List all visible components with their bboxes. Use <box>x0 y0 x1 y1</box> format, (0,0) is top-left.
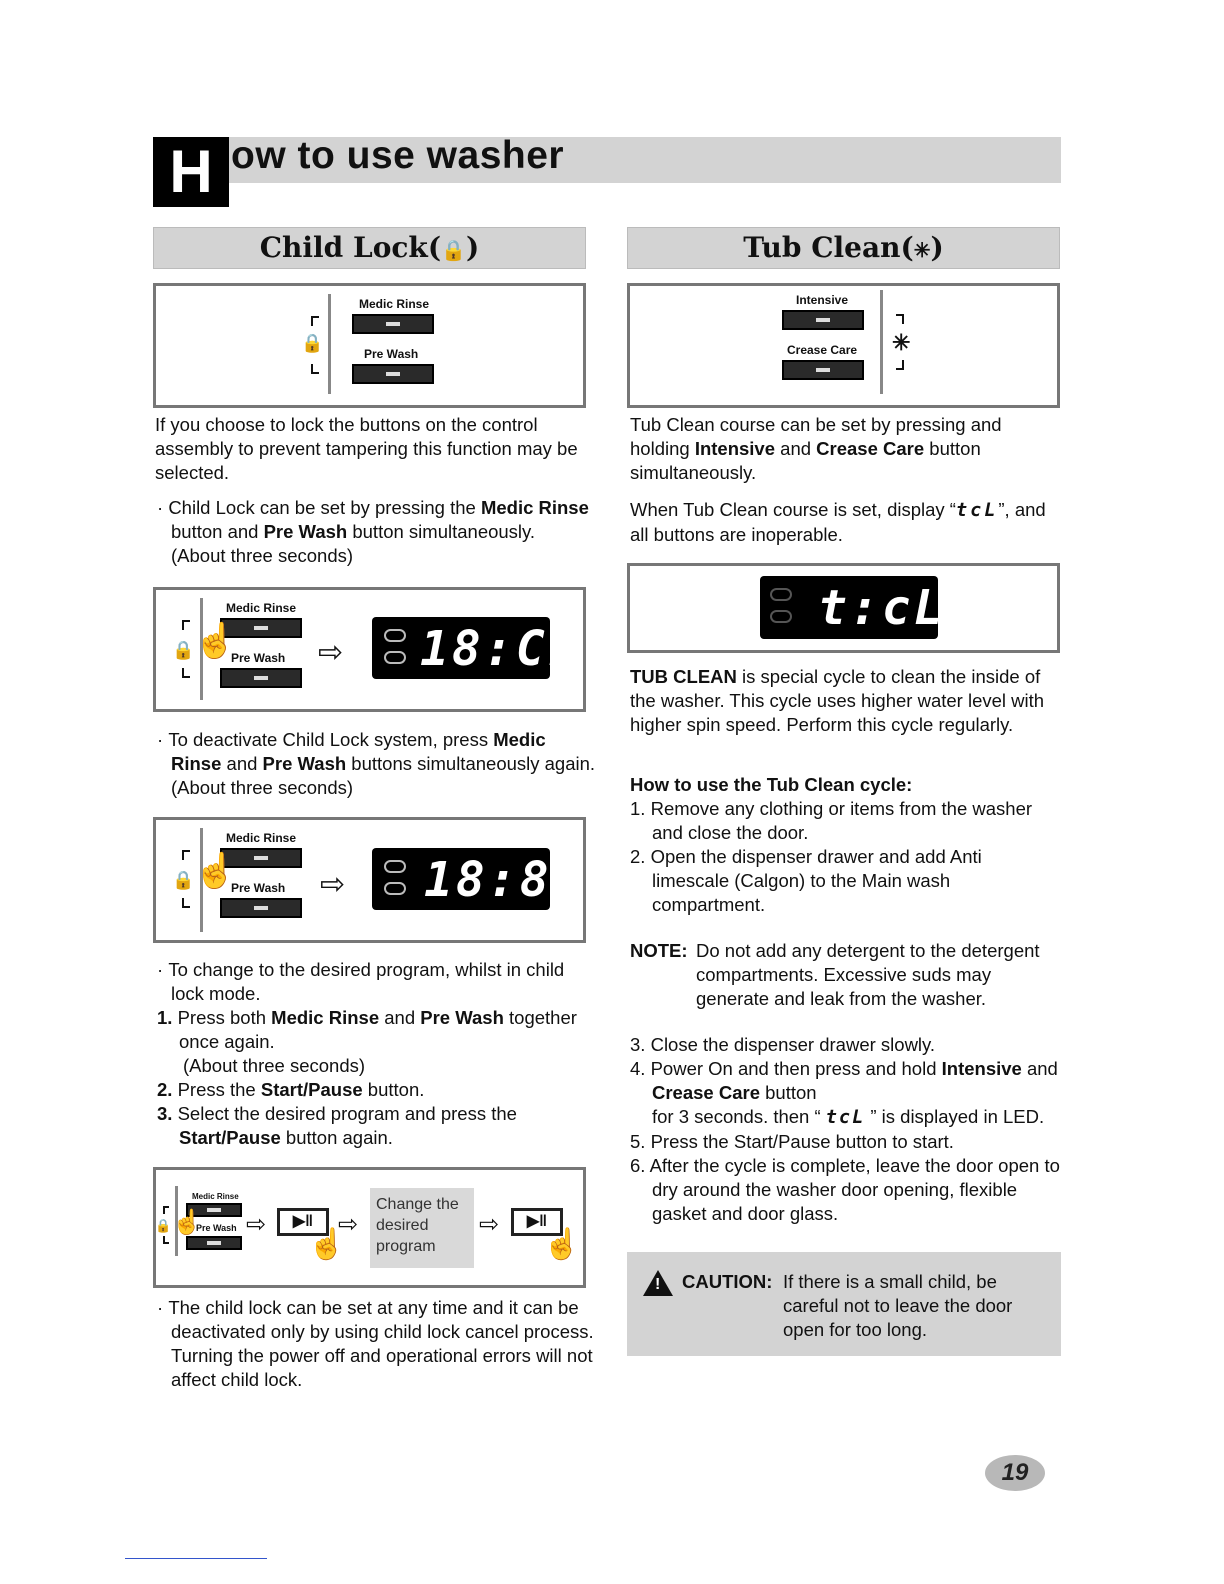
pointing-hand-icon: ☝ <box>194 622 237 660</box>
intro-intensive: Intensive <box>694 438 776 459</box>
step-number: 3. <box>157 1103 173 1124</box>
pre-wash-button[interactable] <box>220 898 302 918</box>
bracket-top <box>182 620 190 630</box>
play-pause-indicator-icon <box>384 651 406 664</box>
note-text: Do not add any detergent to the detergent compartments. Excessive suds may generate and leak from the washer. <box>696 940 1040 1009</box>
howto-step-2 <box>630 845 1060 917</box>
tub-clean-button-panel <box>627 283 1060 408</box>
pre-wash-button[interactable] <box>352 364 434 384</box>
change-program-instructions <box>157 958 577 1150</box>
tub-clean-heading-close: ) <box>930 231 944 264</box>
right-arrow-icon: ⇨ <box>246 1211 267 1238</box>
change-program-box: Change the desired program <box>370 1188 474 1268</box>
led-display <box>760 576 946 639</box>
caution-text: If there is a small child, be careful not to leave the door open for too long. <box>783 1271 1013 1340</box>
crease-care-button[interactable] <box>782 360 864 380</box>
bracket-bottom <box>311 364 319 374</box>
right-arrow-icon: ⇨ <box>479 1211 500 1238</box>
tub-clean-heading <box>627 227 1060 269</box>
deactivate-text: To deactivate Child Lock system, press <box>168 729 494 750</box>
tub-clean-heading-text: Tub Clean( <box>743 231 914 264</box>
step-text-post: button <box>760 1082 817 1103</box>
step-medic-rinse: Medic Rinse <box>271 1007 380 1028</box>
tub-clean-label: TUB CLEAN <box>630 666 737 687</box>
intro-text: Tub Clean course can be set by pressing and holding <box>630 414 1002 459</box>
howto-step-4 <box>630 1057 1064 1105</box>
bracket-bottom <box>182 668 190 678</box>
bracket-top <box>182 850 190 860</box>
step-number: 2. <box>630 846 646 867</box>
medic-rinse-label: Medic Rinse <box>226 831 297 845</box>
step-number: 3. <box>630 1034 646 1055</box>
child-lock-set-instruction: · Child Lock can be set by pressing the Medic Rinse button and Pre Wash button simultaneously. (About three seconds) <box>157 497 589 566</box>
crease-care-label: Crease Care <box>787 343 858 357</box>
play-pause-indicator-icon <box>384 882 406 895</box>
panel-divider <box>328 294 331 394</box>
pre-wash-label: Pre Wash <box>231 651 286 665</box>
howto-step-1 <box>630 797 1060 845</box>
tcl-code: tcL <box>955 500 999 521</box>
deactivate-pre-wash: Pre Wash <box>262 753 347 774</box>
tub-clean-steps-continued <box>630 1033 1064 1226</box>
tub-clean-when-set <box>630 498 1050 547</box>
step-crease-care: Crease Care <box>652 1082 760 1103</box>
panel-divider <box>880 290 883 394</box>
pre-wash-label: Pre Wash <box>364 347 419 361</box>
set-medic-rinse: Medic Rinse <box>480 497 589 518</box>
step-text-post: ” is displayed in LED. <box>865 1106 1045 1127</box>
when-text-post: ”, and all buttons are inoperable. <box>630 499 1046 545</box>
change-step-2 <box>157 1078 577 1102</box>
caution-box <box>627 1252 1061 1356</box>
step-number: 5. <box>630 1131 646 1152</box>
medic-rinse-button[interactable] <box>352 314 434 334</box>
set-pre-wash: Pre Wash <box>263 521 348 542</box>
step-number: 6. <box>630 1155 646 1176</box>
asterisk-icon: ✳ <box>913 238 931 262</box>
tub-clean-description <box>630 665 1055 737</box>
howto-title: How to use the Tub Clean cycle: <box>630 774 913 795</box>
step-text-mid: and <box>1021 1058 1058 1079</box>
lock-icon: 🔒 <box>301 333 324 353</box>
pointing-hand-icon: ☝ <box>543 1228 581 1261</box>
pre-wash-label: Pre Wash <box>231 881 286 895</box>
tub-clean-note <box>630 939 1064 1011</box>
step-text-post: button. <box>362 1079 425 1100</box>
caution-label: CAUTION: <box>682 1271 773 1292</box>
pre-wash-button[interactable] <box>220 668 302 688</box>
step-number: 4. <box>630 1058 646 1079</box>
intro-text-post: button simultaneously. <box>630 438 981 483</box>
right-arrow-icon: ⇨ <box>320 868 346 901</box>
howto-step-3 <box>630 1033 1064 1057</box>
set-text: Child Lock can be set by pressing the <box>168 497 481 518</box>
child-lock-indicator-icon <box>384 629 406 642</box>
child-lock-heading-close: ) <box>465 231 480 264</box>
step-text: Open the dispenser drawer and add Anti limescale (Calgon) to the Main wash compartment. <box>650 846 982 915</box>
lock-icon: 🔒 <box>441 238 466 262</box>
change-intro-text: To change to the desired program, whilst in child lock mode. <box>168 959 565 1004</box>
child-lock-intro <box>155 413 585 485</box>
bracket-top <box>163 1206 169 1214</box>
change-step-1-note: (About three seconds) <box>183 1055 366 1076</box>
step-text: Remove any clothing or items from the washer and close the door. <box>650 798 1033 843</box>
bracket-top <box>896 314 904 324</box>
step-text: Press the Start/Pause button to start. <box>650 1131 954 1152</box>
howto-step-4-line2 <box>630 1105 1064 1130</box>
step-text: Power On and then press and hold <box>650 1058 942 1079</box>
warning-icon <box>643 1270 673 1296</box>
medic-rinse-label: Medic Rinse <box>359 297 430 311</box>
lock-icon: 🔒 <box>172 870 195 890</box>
step-text: Select the desired program and press the <box>177 1103 517 1124</box>
step-text: Close the dispenser drawer slowly. <box>650 1034 936 1055</box>
desc-text: is special cycle to clean the inside of the washer. This cycle uses higher water level with higher spin speed. Perform this cycle regularly. <box>630 666 1045 735</box>
child-lock-button-panel <box>153 283 586 408</box>
step-number: 1. <box>630 798 646 819</box>
child-lock-deactivate-instruction: · To deactivate Child Lock system, press Medic Rinse and Pre Wash buttons simultaneously again. (About three seconds) <box>157 729 596 798</box>
lock-icon: 🔒 <box>172 640 195 660</box>
step-text-mid: and <box>379 1007 421 1028</box>
pre-wash-label: Pre Wash <box>196 1223 237 1233</box>
start-pause-button[interactable]: ▶‖ <box>277 1208 329 1236</box>
pointing-hand-icon: ☝ <box>194 852 237 890</box>
header-initial: H <box>153 137 229 207</box>
asterisk-icon: ✳ <box>892 330 911 355</box>
pointing-hand-icon: ☝ <box>172 1209 202 1236</box>
howto-step-5 <box>630 1130 1064 1154</box>
set-text-mid: button and <box>171 521 264 542</box>
page-title: ow to use washer <box>231 134 565 177</box>
medic-rinse-label: Medic Rinse <box>192 1192 239 1201</box>
bracket-top <box>163 1236 169 1244</box>
bracket-bottom <box>896 360 904 370</box>
step-text-post: button again. <box>280 1127 393 1148</box>
step-text: for 3 seconds. then “ <box>652 1106 826 1127</box>
child-lock-indicator-icon <box>384 860 406 873</box>
step-text: Press the <box>177 1079 261 1100</box>
note-label: NOTE: <box>630 940 688 961</box>
step-intensive: Intensive <box>941 1058 1022 1079</box>
led-display <box>372 617 580 679</box>
right-arrow-icon: ⇨ <box>338 1211 359 1238</box>
page-number: 19 <box>985 1455 1045 1491</box>
step-number: 1. <box>157 1007 173 1028</box>
step-start-pause: Start/Pause <box>179 1127 281 1148</box>
start-pause-button[interactable]: ▶‖ <box>511 1208 563 1236</box>
intro-text-mid: and <box>775 438 817 459</box>
change-intro: · To change to the desired program, whilst in child lock mode. <box>157 959 565 1004</box>
bracket-top <box>311 316 319 326</box>
bracket-bottom <box>182 898 190 908</box>
child-lock-heading-text: Child Lock( <box>259 231 442 264</box>
footer-rule <box>125 1558 267 1559</box>
child-lock-indicator-icon <box>770 588 792 601</box>
child-lock-heading <box>153 227 586 269</box>
display-digits: 18:88 <box>424 852 584 908</box>
intro-crease-care: Crease Care <box>816 438 925 459</box>
child-lock-footer-note: · The child lock can be set at any time and it can be deactivated only by using child lock cancel process. Turning the power off and operational errors will not affect child lock. <box>157 1297 594 1390</box>
tcl-code: tcL <box>825 1107 866 1128</box>
play-pause-indicator-icon <box>770 610 792 623</box>
change-step-1 <box>157 1006 577 1054</box>
change-step-3 <box>157 1102 577 1150</box>
child-lock-intro-text: If you choose to lock the buttons on the control assembly to prevent tampering this function may be selected. <box>155 414 578 483</box>
step-number: 2. <box>157 1079 173 1100</box>
pointing-hand-icon: ☝ <box>308 1228 346 1261</box>
step-text: After the cycle is complete, leave the door open to dry around the washer door opening, flexible gasket and door glass. <box>649 1155 1060 1224</box>
when-text: When Tub Clean course is set, display “ <box>630 499 956 520</box>
tub-clean-display-panel <box>627 563 1060 653</box>
display-digits: 18:CL <box>420 621 580 677</box>
child-lock-set-panel <box>153 587 586 712</box>
intensive-label: Intensive <box>796 293 849 307</box>
footer-text: The child lock can be set at any time and it can be deactivated only by using child lock cancel process. Turning the power off and operational errors will not affect child lock. <box>168 1297 594 1390</box>
step-pre-wash: Pre Wash <box>420 1007 504 1028</box>
lock-icon: 🔒 <box>155 1218 172 1233</box>
set-text-post: button simultaneously. (About three seconds) <box>171 521 536 566</box>
medic-rinse-label: Medic Rinse <box>226 601 297 615</box>
tub-clean-intro <box>630 413 1050 485</box>
deactivate-text-post: buttons simultaneously again. (About three seconds) <box>171 753 596 798</box>
deactivate-medic-rinse: Medic Rinse <box>171 729 546 774</box>
right-arrow-icon: ⇨ <box>318 636 344 669</box>
tub-clean-howto <box>630 773 1060 917</box>
step-text-post: together once again. <box>179 1007 577 1052</box>
intensive-button[interactable] <box>782 310 864 330</box>
deactivate-text-mid: and <box>221 753 263 774</box>
child-lock-deactivate-panel <box>153 817 586 943</box>
step-start-pause: Start/Pause <box>260 1079 363 1100</box>
step-text: Press both <box>177 1007 272 1028</box>
display-digits: t:cL <box>818 580 946 636</box>
howto-step-6 <box>630 1154 1064 1226</box>
led-display <box>372 848 584 910</box>
